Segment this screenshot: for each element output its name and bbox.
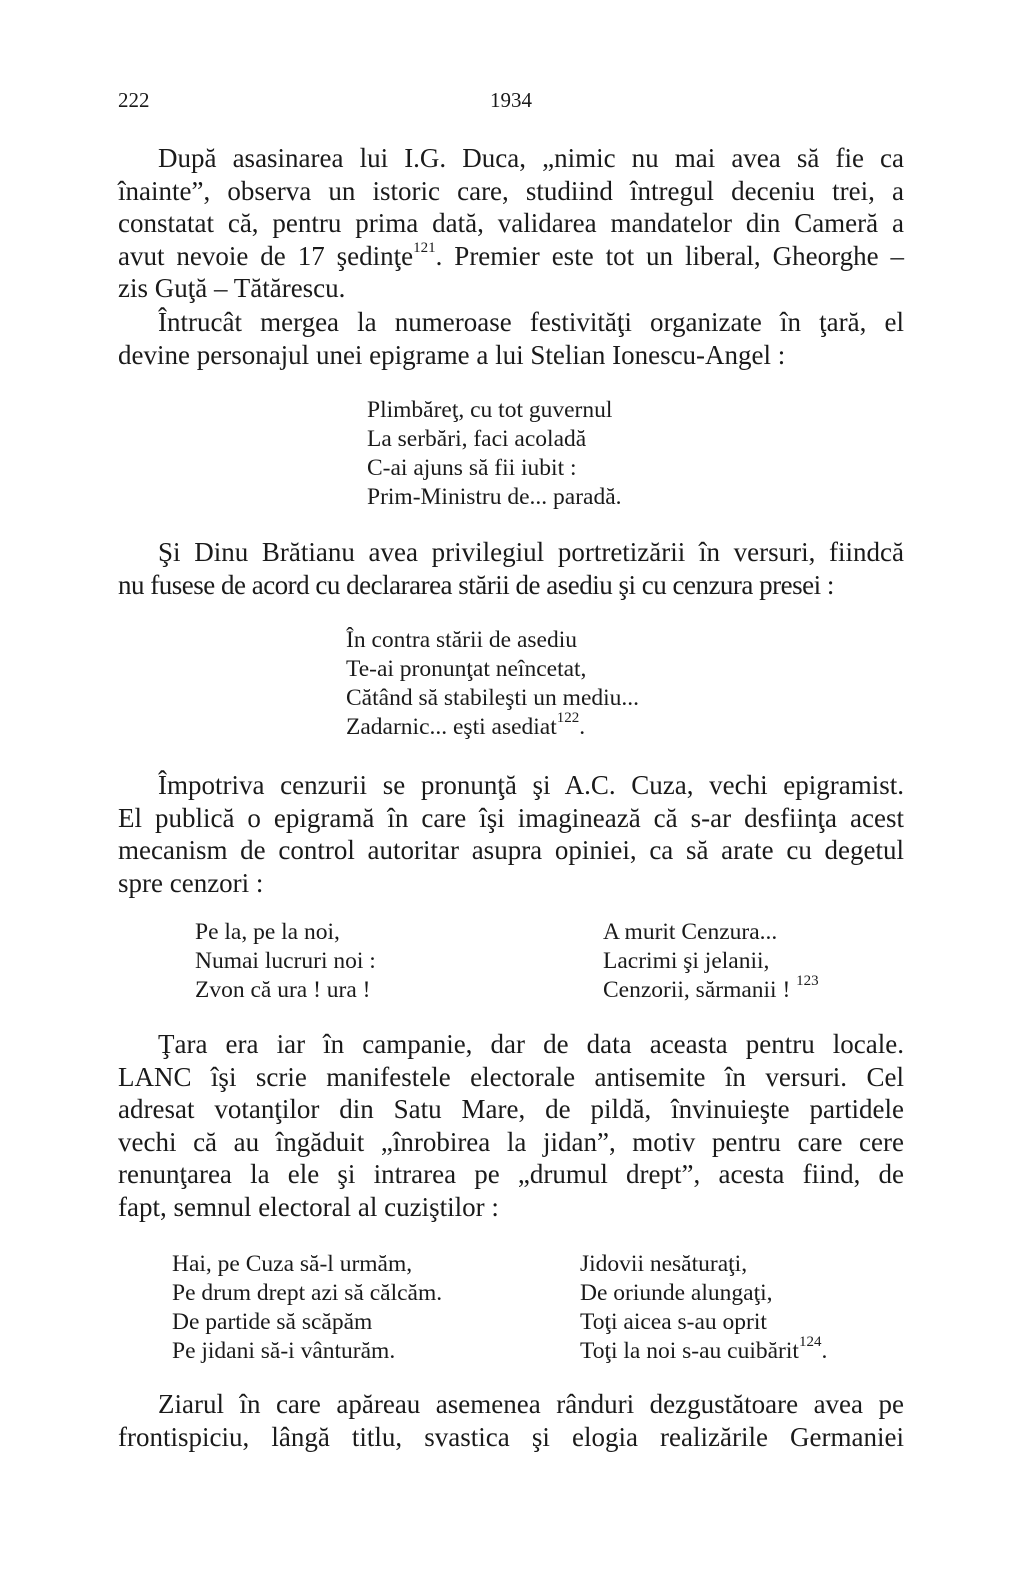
verse-line: Jidovii nesăturaţi,: [580, 1251, 748, 1277]
text-line: renunţarea la ele şi intrarea pe „drumul drept”, acesta fiind, de: [118, 1159, 904, 1189]
paragraph-lanc-campaign: [118, 1028, 904, 1223]
verse-line: Lacrimi şi jelanii,: [603, 948, 770, 974]
paragraph-duca-assassination: [118, 142, 904, 305]
verse-line: Hai, pe Cuza să-l urmăm,: [172, 1251, 413, 1277]
text-fragment: Cenzorii, sărmanii !: [603, 977, 791, 1003]
text-line: Ziarul în care apăreau asemenea rânduri dezgustătoare avea pe: [158, 1389, 904, 1419]
text-line: devine personajul unei epigrame a lui Stelian Ionescu-Angel :: [118, 339, 786, 370]
footnote-ref-124[interactable]: 124: [798, 1334, 822, 1351]
text-line: înainte”, observa un istoric care, studiind întregul deceniu trei, a: [118, 175, 904, 206]
text-line: După asasinarea lui I.G. Duca, „nimic nu mai avea să fie ca: [158, 143, 904, 173]
verse-line: Pe jidani să-i vânturăm.: [172, 1338, 396, 1364]
text-fragment: Zadarnic... eşti asediat: [346, 714, 557, 740]
verse-line: [346, 710, 639, 742]
text-line: frontispiciu, lângă titlu, svastica şi elogia realizările Germaniei: [118, 1421, 904, 1452]
verse-line: Pe drum drept azi să călcăm.: [172, 1280, 443, 1306]
text-line: nu fusese de acord cu declararea stării de asediu şi cu cenzura presei :: [118, 569, 834, 600]
epigram-cenzura-right-stanza: [603, 918, 819, 1005]
text-line: Şi Dinu Brătianu avea privilegiul portretizării în versuri, fiindcă: [158, 537, 904, 567]
footnote-ref-121[interactable]: 121: [413, 239, 436, 256]
text-line: Ţara era iar în campanie, dar de data aceasta pentru locale.: [158, 1029, 904, 1059]
verse-line: Plimbăreţ, cu tot guvernul: [367, 397, 613, 423]
text-fragment: avut nevoie de 17 şedinţe: [118, 240, 414, 271]
text-line: constatat că, pentru prima dată, validarea mandatelor din Cameră a: [118, 208, 904, 238]
verse-line: Zvon că ura ! ura !: [195, 977, 371, 1003]
verse-line: De partide să scăpăm: [172, 1309, 373, 1335]
manifesto-verse-left-stanza: [172, 1250, 442, 1366]
verse-line: Numai lucruri noi :: [195, 948, 376, 974]
text-line: [118, 240, 904, 273]
text-line: Întrucât mergea la numeroase festivităţi organizate în ţară, el: [158, 307, 904, 337]
verse-line: În contra stării de asediu: [346, 627, 577, 653]
footnote-ref-122[interactable]: 122: [556, 710, 580, 727]
text-line: El publică o epigramă în care îşi imaginează că s-ar desfiinţa acest: [118, 802, 904, 833]
text-fragment: .: [821, 1338, 828, 1364]
verse-line: Cătând să stabileşti un mediu...: [346, 685, 640, 711]
footnote-ref-123[interactable]: 123: [796, 973, 819, 990]
verse-line: Toţi aicea s-au oprit: [580, 1309, 767, 1335]
text-line: vechi că au îngăduit „înrobirea la jidan”, motiv pentru care cere: [118, 1126, 904, 1157]
text-fragment: . Premier este tot un liberal, Gheorghe –: [435, 240, 904, 271]
verse-line: Pe la, pe la noi,: [195, 919, 340, 945]
verse-line: A murit Cenzura...: [603, 919, 778, 945]
page-number: 222: [118, 88, 150, 112]
verse-line: C-ai ajuns să fii iubit :: [367, 455, 577, 481]
verse-line: Te-ai pronunţat neîncetat,: [346, 656, 587, 682]
page-header: [118, 88, 904, 118]
verse-line: Prim-Ministru de... paradă.: [367, 484, 622, 510]
text-line: Împotriva cenzurii se pronunţă şi A.C. Cuza, vechi epigramist.: [158, 770, 904, 800]
verse-line: La serbări, faci acoladă: [367, 426, 587, 452]
epigram-plimbaret: [367, 396, 622, 512]
manifesto-verse-right-stanza: [580, 1250, 827, 1366]
epigram-cenzura-left-stanza: [195, 918, 376, 1005]
epigram-asediu: [346, 626, 639, 742]
paragraph-tatarescu-festivities: [118, 306, 904, 371]
text-line: LANC îşi scrie manifestele electorale antisemite în versuri. Cel: [118, 1061, 904, 1092]
running-head-year: 1934: [490, 88, 532, 112]
paragraph-newspaper-swastika: [118, 1388, 904, 1453]
verse-line: [603, 973, 819, 1005]
paragraph-dinu-bratianu: [118, 536, 904, 601]
text-line: adresat votanţilor din Satu Mare, de pildă, învinuieşte partidele: [118, 1094, 904, 1124]
text-fragment: .: [579, 714, 586, 740]
text-fragment: Toţi la noi s-au cuibărit: [580, 1338, 799, 1364]
text-line: fapt, semnul electoral al cuziştilor :: [118, 1191, 499, 1222]
verse-line: De oriunde alungaţi,: [580, 1280, 773, 1306]
paragraph-cuza-censorship: [118, 769, 904, 899]
text-line: mecanism de control autoritar asupra opiniei, ca să arate cu degetul: [118, 835, 904, 865]
verse-line: [580, 1334, 828, 1366]
text-line: spre cenzori :: [118, 867, 264, 898]
text-line: zis Guţă – Tătărescu.: [118, 273, 346, 303]
